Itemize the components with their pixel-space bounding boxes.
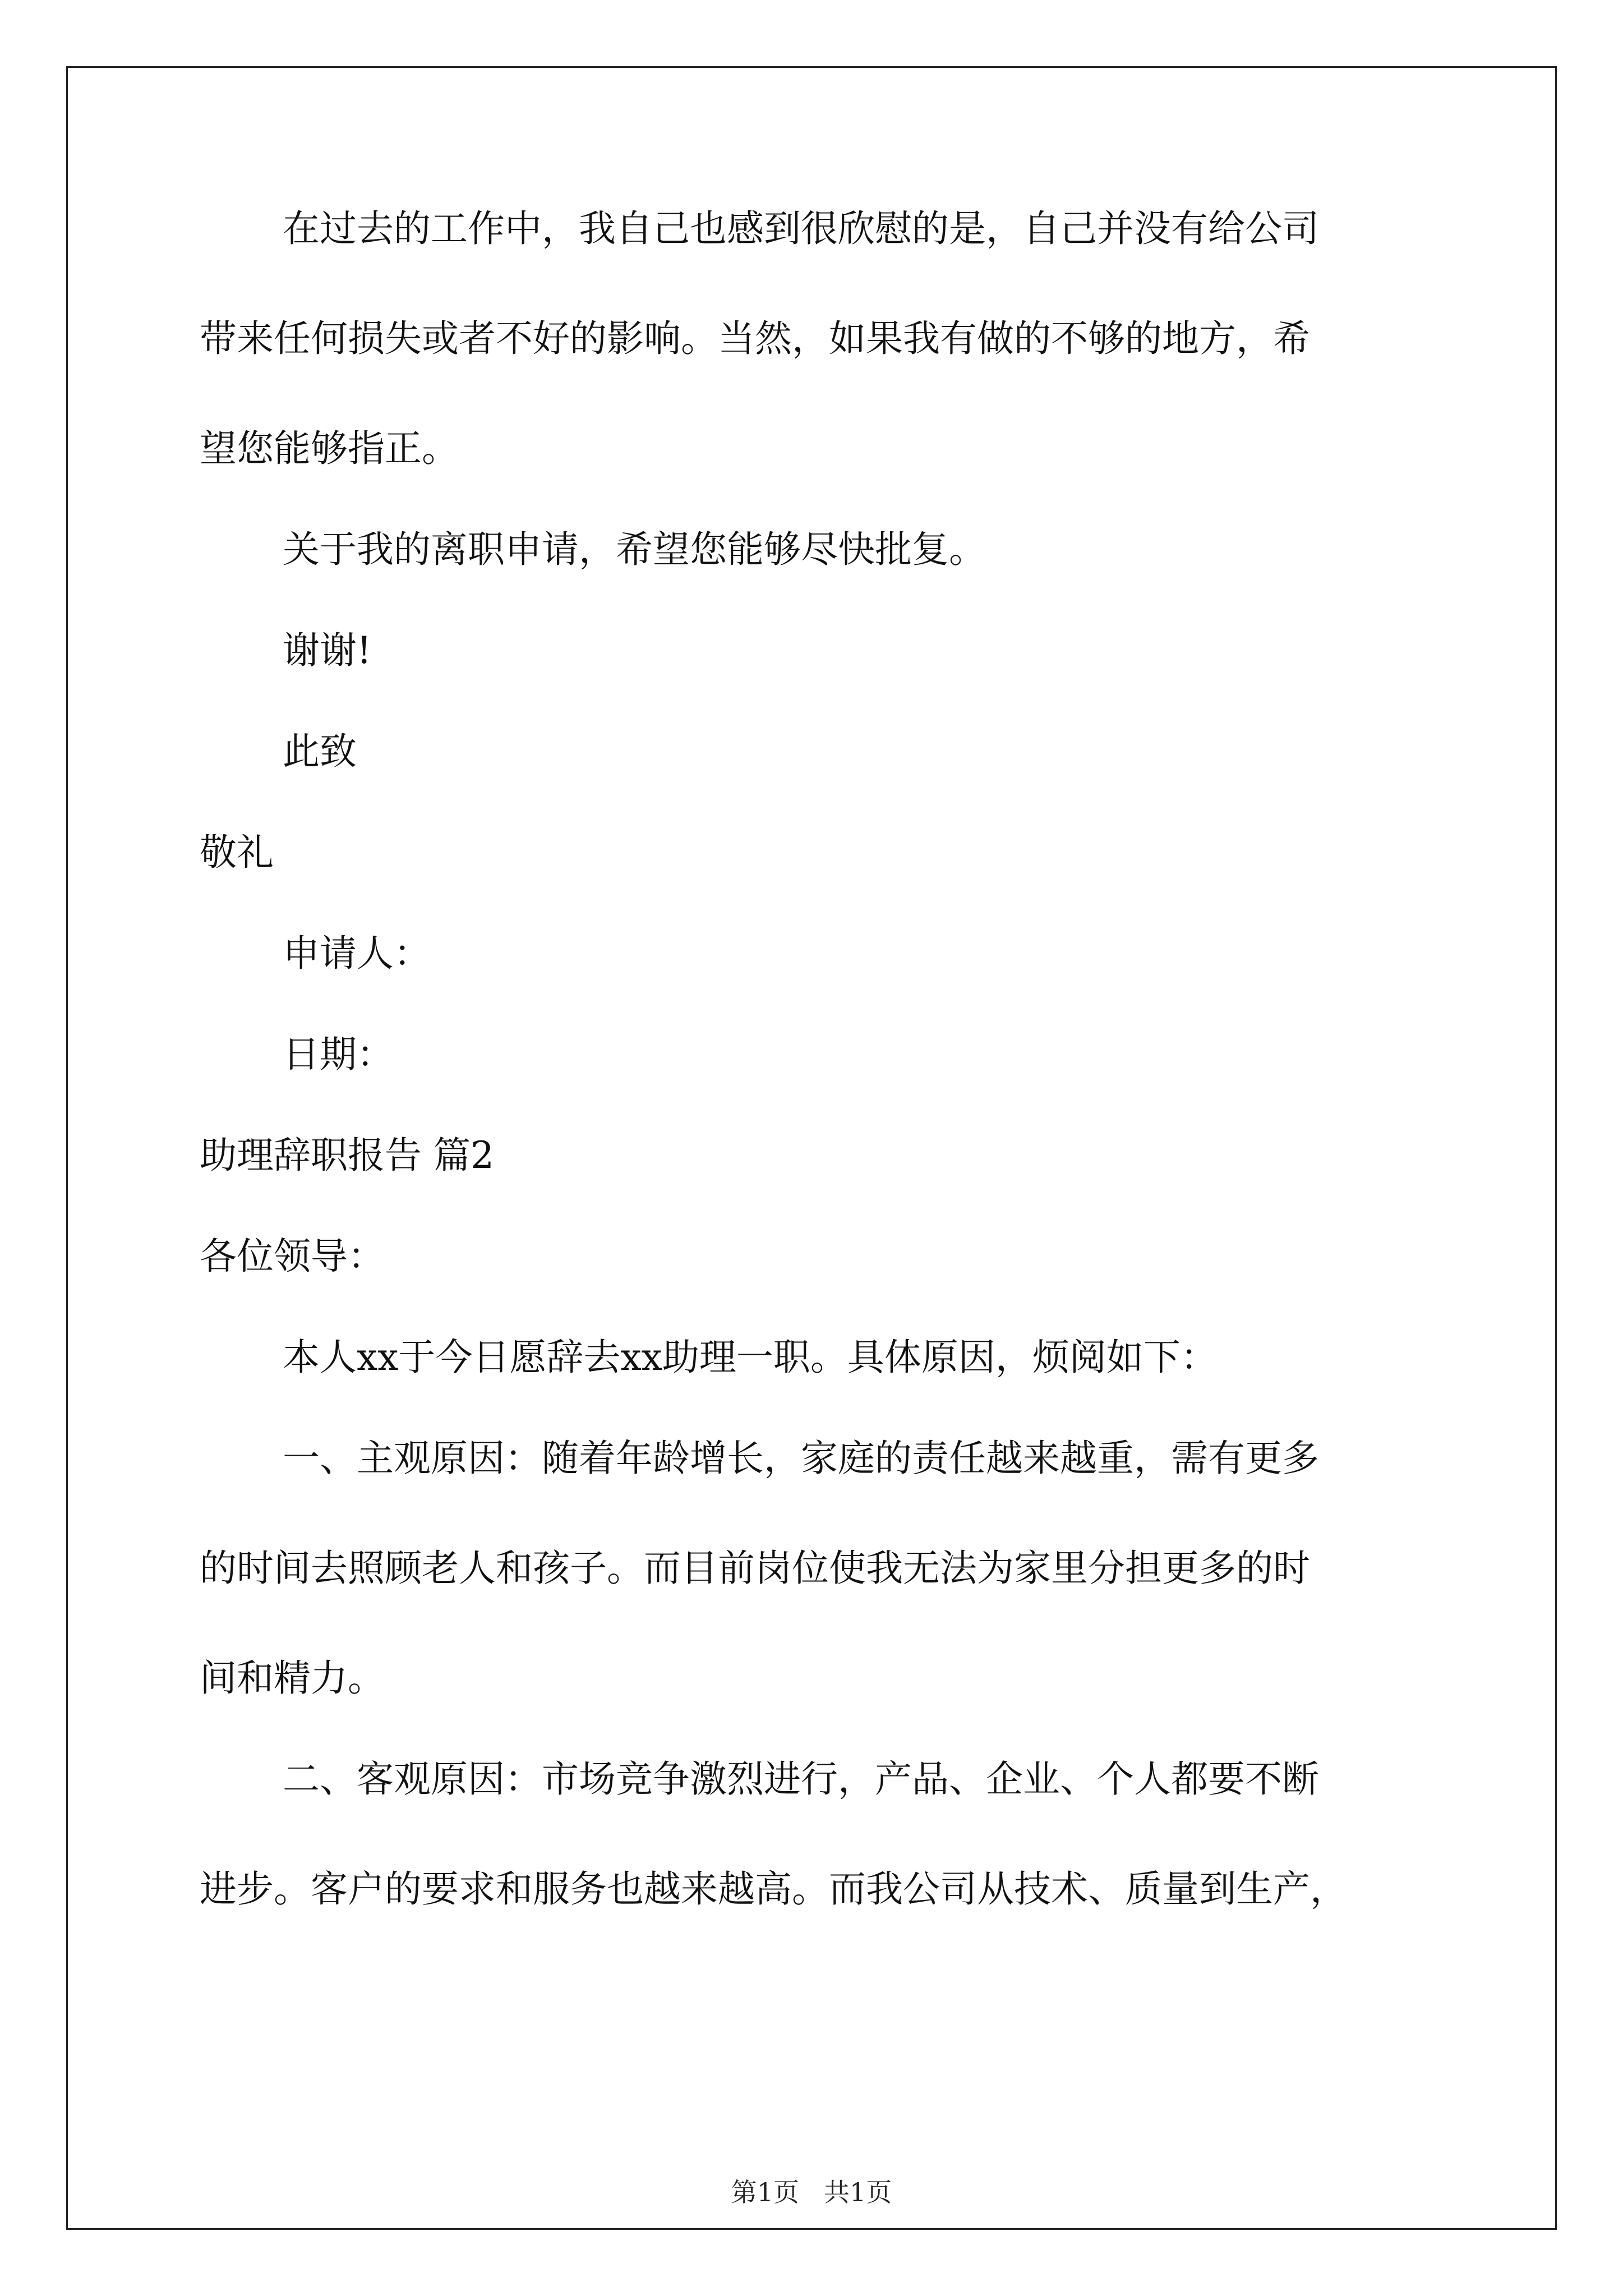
closing-regards: 敬礼 bbox=[200, 831, 274, 874]
closing-salutation: 此致 bbox=[283, 730, 357, 773]
paragraph-line: 间和精力。 bbox=[200, 1657, 385, 1700]
applicant-label: 申请人： bbox=[283, 932, 431, 975]
greeting: 各位领导： bbox=[200, 1235, 385, 1278]
page-total: 共1页 bbox=[824, 2177, 892, 2207]
paragraph-line: 进步。客户的要求和服务也越来越高。而我公司从技术、质量到生产， bbox=[200, 1867, 1347, 1911]
paragraph: 关于我的离职申请，希望您能够尽快批复。 bbox=[283, 528, 986, 571]
paragraph: 本人xx于今日愿辞去xx助理一职。具体原因，烦阅如下： bbox=[283, 1336, 1218, 1379]
paragraph: 谢谢! bbox=[283, 629, 372, 672]
paragraph-line: 在过去的工作中，我自己也感到很欣慰的是，自己并没有给公司 bbox=[283, 207, 1319, 250]
paragraph-line: 一、主观原因：随着年龄增长，家庭的责任越来越重，需有更多 bbox=[283, 1437, 1319, 1480]
paragraph-line: 带来任何损失或者不好的影响。当然，如果我有做的不够的地方，希 bbox=[200, 317, 1310, 360]
date-label: 日期： bbox=[283, 1033, 394, 1076]
page-footer bbox=[0, 2177, 1623, 2208]
paragraph-line: 的时间去照顾老人和孩子。而目前岗位使我无法为家里分担更多的时 bbox=[200, 1547, 1310, 1590]
page-number: 第1页 bbox=[731, 2177, 799, 2207]
paragraph-line: 二、客观原因：市场竞争激烈进行，产品、企业、个人都要不断 bbox=[283, 1757, 1319, 1801]
section-heading: 助理辞职报告 篇2 bbox=[200, 1134, 494, 1177]
paragraph-line: 望您能够指正。 bbox=[200, 427, 459, 470]
